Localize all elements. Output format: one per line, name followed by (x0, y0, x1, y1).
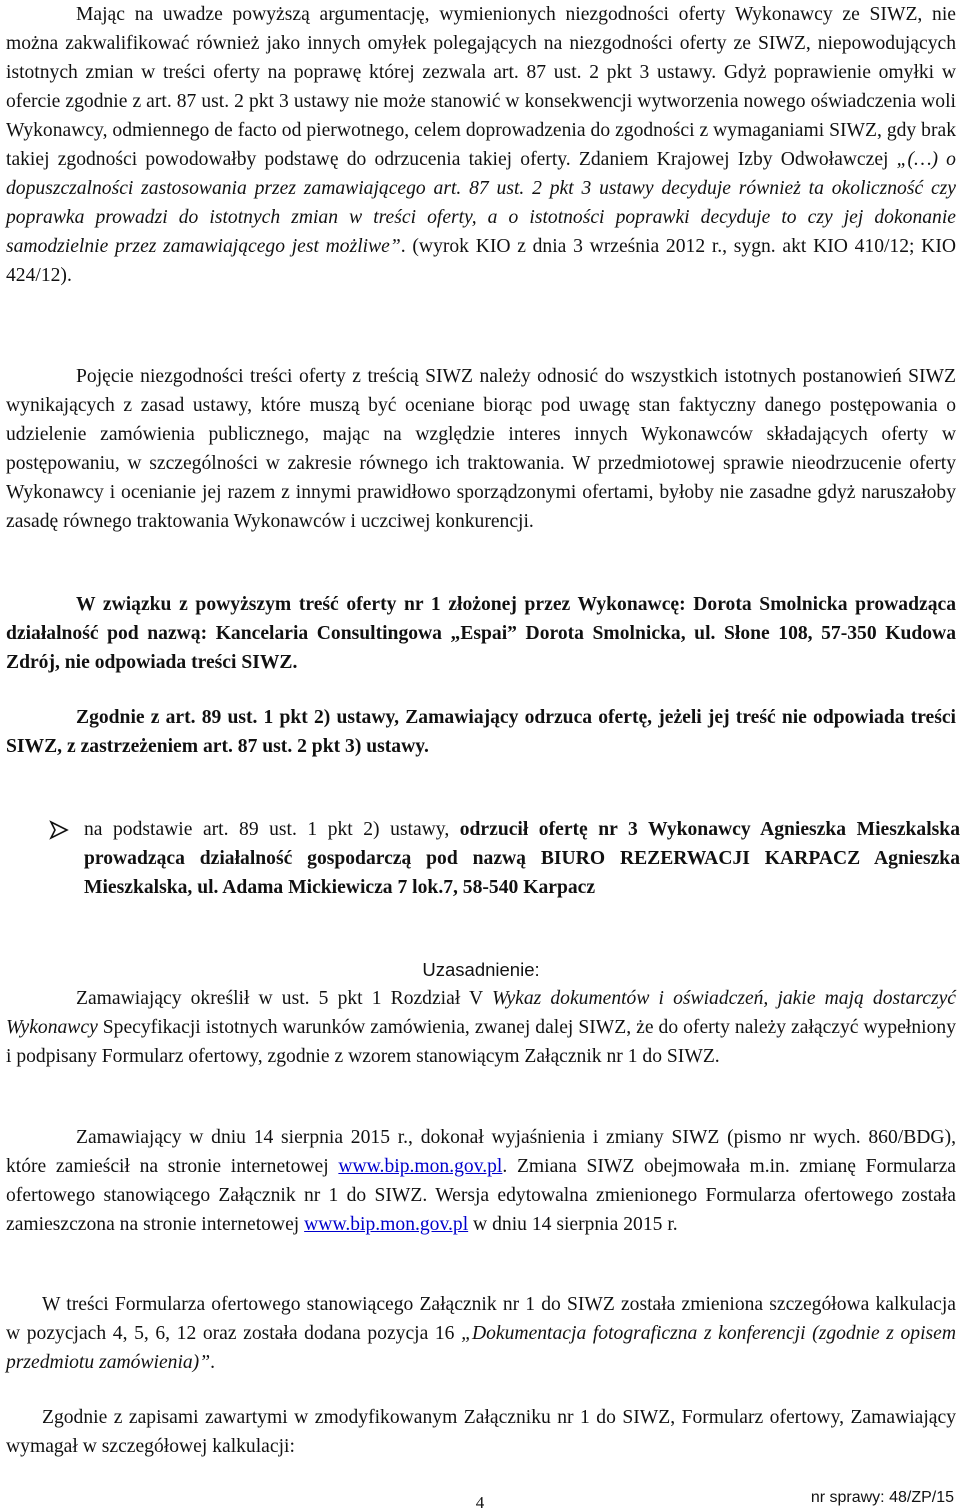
kio-citation: . (wyrok KIO z dnia 3 września 2012 r., sygn. akt KIO 410/12; KIO 424/12). (6, 236, 957, 286)
paragraph-requirements-text-a: Zamawiający określił w ust. 5 pkt 1 Rozdział V (76, 988, 492, 1009)
paragraph-inconsistency: Pojęcie niezgodności treści oferty z treścią SIWZ należy odnosić do wszystkich istotnych postanowień SIWZ wynikających z zasad ustawy, które muszą być oceniane biorąc pod uwagę stan faktyczny danego postępowania o udzielenie zamówienia publicznego, mając na względzie interes innych Wykonawców składających oferty w postępowaniu, w szczególności w zakresie równego ich traktowania. W przedmiotowej sprawie nieodrzucenie oferty Wykonawcy i ocenianie jej razem z innymi prawidłowo sporządzonymi ofertami, byłoby nie zasadne gdyż naruszałoby zasadę równego traktowania Wykonawców i uczciwej konkurencji. (6, 366, 956, 532)
case-number: nr sprawy: 48/ZP/15 (810, 1489, 954, 1506)
kio-quote: „(…) o dopuszczalności zastosowania przez zamawiającego art. 87 ust. 2 pkt 3 ustawy decyduje również ta okoliczność czy poprawka prowadzi do istotnych zmian w treści oferty, a o istotności poprawki decyduje to czy jej dokonanie samodzielnie przez zamawiającego jest możliwe” (6, 149, 956, 257)
rejection-bullet-text (84, 815, 960, 902)
new-item-16: „Dokumentacja fotograficzna z konferencji (zgodnie z opisem przedmiotu zamówienia)” (6, 1323, 956, 1373)
paragraph-requirements-text-b: Specyfikacji istotnych warunków zamówienia, zwanej dalej SIWZ, że do oferty należy załączyć wypełniony i podpisany Formularz ofertowy, zgodnie z wzorem stanowiącym Załącznik nr 1 do SIWZ. (6, 1017, 956, 1067)
rejection-decision: odrzucił ofertę nr 3 Wykonawcy Agnieszka Mieszkalska prowadząca działalność gospodarczą pod nazwą BIURO REZERWACJI KARPACZ Agnieszka Mieszkalska, ul. Adama Mickiewicza 7 lok.7, 58-540 Karpacz (84, 819, 960, 898)
paragraph-siwz-change-text-c: w dniu 14 sierpnia 2015 r. (468, 1214, 678, 1235)
paragraph-siwz-change-text-a: Zamawiający w dniu 14 sierpnia 2015 r., dokonał wyjaśnienia i zmiany SIWZ (pismo nr wych. 860/BDG), które zamieścił na stronie internetowej (6, 1127, 956, 1177)
rejection-bullet (6, 815, 960, 935)
paragraph-legal-basis: Zgodnie z art. 89 ust. 1 pkt 2) ustawy, Zamawiający odrzuca ofertę, jeżeli jej treść nie odpowiada treści SIWZ, z zastrzeżeniem art. 87 ust. 2 pkt 3) ustawy. (6, 707, 956, 757)
paragraph-form-change (6, 1290, 956, 1377)
paragraph-form-change-text-b: . (210, 1352, 216, 1373)
paragraph-offer-1-conclusion: W związku z powyższym treść oferty nr 1 złożonej przez Wykonawcę: Dorota Smolnicka prowadząca działalność pod nazwą: Kancelaria Consultingowa „Espai” Dorota Smolnicka, ul. Słone 108, 57-350 Kudowa Zdrój, nie odpowiada treści SIWZ. (6, 594, 956, 673)
paragraph-argumentation (6, 0, 956, 290)
documents-list-title: Wykaz dokumentów i oświadczeń, jakie mają dostarczyć Wykonawcy (6, 988, 957, 1038)
rejection-basis: na podstawie art. 89 ust. 1 pkt 2) ustawy, (84, 819, 460, 840)
paragraph-siwz-change (6, 1123, 956, 1239)
justification-heading: Uzasadnienie: (422, 959, 540, 980)
bip-link-1[interactable]: www.bip.mon.gov.pl (338, 1156, 503, 1177)
paragraph-argumentation-text: Mając na uwadze powyższą argumentację, wymienionych niezgodności oferty Wykonawcy ze SIWZ, nie można zakwalifikować również jako innych omyłek polegających na niezgodności oferty ze SIWZ, niepowodujących istotnych zmian w treści oferty na poprawę której zezwala art. 87 ust. 2 pkt 3 ustawy. Gdyż poprawienie omyłki w ofercie zgodnie z art. 87 ust. 2 pkt 3 ustawy nie może stanowić w konsekwencji wytworzenia nowego oświadczenia woli Wykonawcy, odmiennego de facto od pierwotnego, celem doprowadzenia do zgodności z wymaganiami SIWZ, gdy brak takiej zgodności powodowałby podstawę do odrzucenia takiej oferty. Zdaniem Krajowej Izby Odwoławczej (6, 4, 956, 170)
paragraph-requirements (6, 984, 956, 1071)
arrow-bullet-icon (48, 819, 70, 841)
paragraph-form-change-text-a: W treści Formularza ofertowego stanowiącego Załącznik nr 1 do SIWZ została zmieniona szczegółowa kalkulacja w pozycjach 4, 5, 6, 12 oraz została dodana pozycja 16 (6, 1294, 956, 1344)
paragraph-siwz-change-text-b: . Zmiana SIWZ obejmowała m.in. zmianę Formularza ofertowego stanowiącego Załącznik nr 1 do SIWZ. Wersja edytowalna zmienionego Formularza ofertowego została zamieszczona na stronie internetowej (6, 1156, 956, 1235)
bip-link-2[interactable]: www.bip.mon.gov.pl (304, 1214, 469, 1235)
page-number: 4 (475, 1493, 485, 1512)
paragraph-calculation: Zgodnie z zapisami zawartymi w zmodyfikowanym Załączniku nr 1 do SIWZ, Formularz ofertowy, Zamawiający wymagał w szczegółowej kalkulacji: (6, 1407, 956, 1457)
